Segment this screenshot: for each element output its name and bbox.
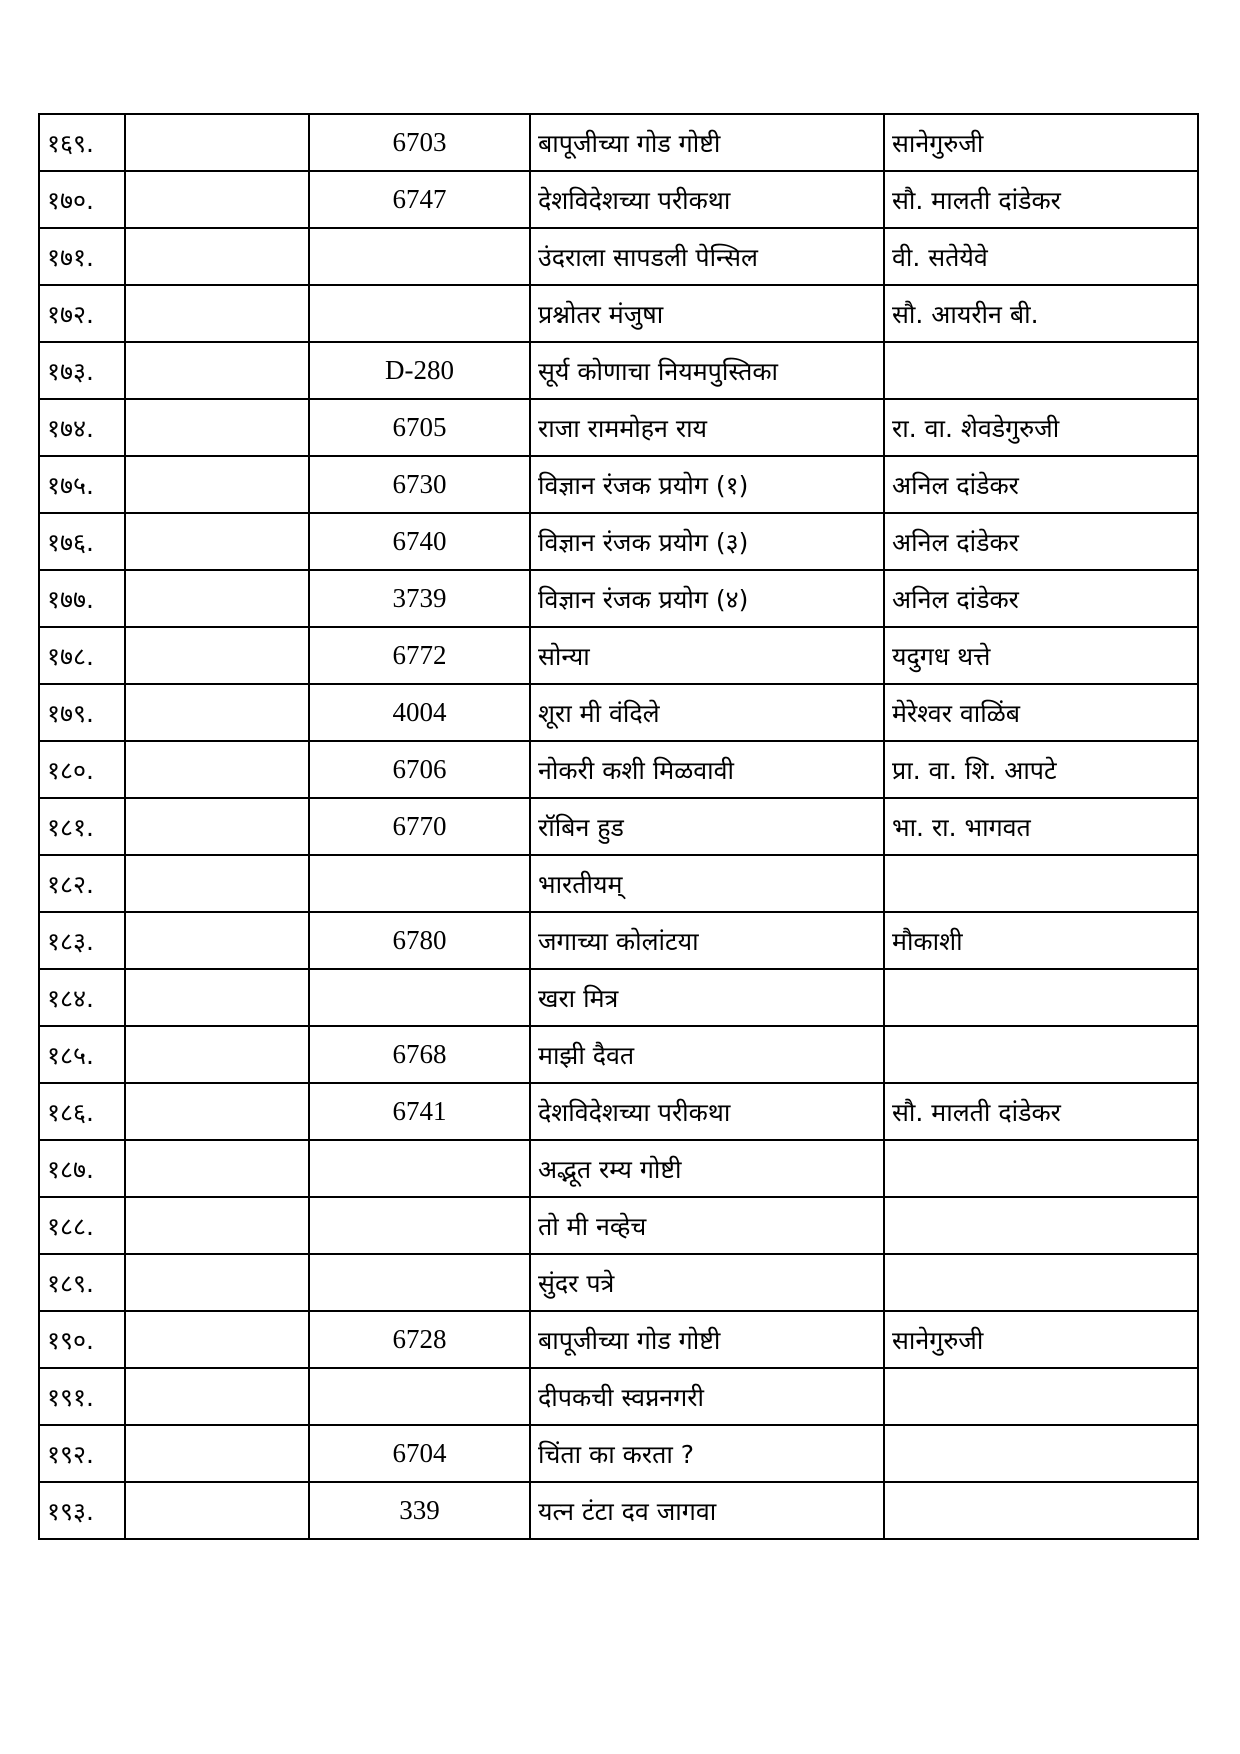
author-cell bbox=[884, 1254, 1198, 1311]
book-title-cell: प्रश्नोतर मंजुषा bbox=[530, 285, 884, 342]
book-title-cell: तो मी नव्हेच bbox=[530, 1197, 884, 1254]
author-cell: रा. वा. शेवडेगुरुजी bbox=[884, 399, 1198, 456]
serial-number-cell: १८९. bbox=[39, 1254, 125, 1311]
accession-number-cell bbox=[309, 1254, 530, 1311]
book-title-cell: विज्ञान रंजक प्रयोग (१) bbox=[530, 456, 884, 513]
book-title-cell: बापूजीच्या गोड गोष्टी bbox=[530, 1311, 884, 1368]
book-title-cell: राजा राममोहन राय bbox=[530, 399, 884, 456]
accession-number-cell: 6741 bbox=[309, 1083, 530, 1140]
blank-cell bbox=[125, 114, 309, 171]
table-row bbox=[39, 798, 1198, 855]
serial-number-cell: १९०. bbox=[39, 1311, 125, 1368]
author-cell: भा. रा. भागवत bbox=[884, 798, 1198, 855]
book-title-cell: खरा मित्र bbox=[530, 969, 884, 1026]
serial-number-cell: १८८. bbox=[39, 1197, 125, 1254]
accession-number-cell bbox=[309, 1197, 530, 1254]
book-title-cell: यत्न टंटा दव जागवा bbox=[530, 1482, 884, 1539]
table-row bbox=[39, 1140, 1198, 1197]
table-row bbox=[39, 342, 1198, 399]
table-row bbox=[39, 684, 1198, 741]
serial-number-cell: १८३. bbox=[39, 912, 125, 969]
book-list-table bbox=[38, 113, 1199, 1540]
author-cell bbox=[884, 1197, 1198, 1254]
book-title-cell: विज्ञान रंजक प्रयोग (४) bbox=[530, 570, 884, 627]
serial-number-cell: १८४. bbox=[39, 969, 125, 1026]
table-row bbox=[39, 1368, 1198, 1425]
table-row bbox=[39, 1197, 1198, 1254]
blank-cell bbox=[125, 912, 309, 969]
author-cell: मौकाशी bbox=[884, 912, 1198, 969]
accession-number-cell: 339 bbox=[309, 1482, 530, 1539]
table-row bbox=[39, 399, 1198, 456]
serial-number-cell: १८५. bbox=[39, 1026, 125, 1083]
book-title-cell: सुंदर पत्रे bbox=[530, 1254, 884, 1311]
author-cell bbox=[884, 855, 1198, 912]
table-row bbox=[39, 1482, 1198, 1539]
blank-cell bbox=[125, 741, 309, 798]
table-body bbox=[39, 114, 1198, 1539]
serial-number-cell: १७३. bbox=[39, 342, 125, 399]
table-row bbox=[39, 855, 1198, 912]
author-cell: सौ. मालती दांडेकर bbox=[884, 1083, 1198, 1140]
author-cell: अनिल दांडेकर bbox=[884, 570, 1198, 627]
table-row bbox=[39, 171, 1198, 228]
serial-number-cell: १७८. bbox=[39, 627, 125, 684]
author-cell: प्रा. वा. शि. आपटे bbox=[884, 741, 1198, 798]
accession-number-cell: 6772 bbox=[309, 627, 530, 684]
table-row bbox=[39, 1026, 1198, 1083]
book-title-cell: शूरा मी वंदिले bbox=[530, 684, 884, 741]
accession-number-cell bbox=[309, 285, 530, 342]
author-cell bbox=[884, 969, 1198, 1026]
blank-cell bbox=[125, 570, 309, 627]
book-title-cell: माझी दैवत bbox=[530, 1026, 884, 1083]
table-row bbox=[39, 456, 1198, 513]
accession-number-cell bbox=[309, 855, 530, 912]
blank-cell bbox=[125, 1368, 309, 1425]
book-title-cell: बापूजीच्या गोड गोष्टी bbox=[530, 114, 884, 171]
author-cell: सानेगुरुजी bbox=[884, 114, 1198, 171]
blank-cell bbox=[125, 1083, 309, 1140]
author-cell bbox=[884, 1026, 1198, 1083]
blank-cell bbox=[125, 456, 309, 513]
table-row bbox=[39, 912, 1198, 969]
table-row bbox=[39, 570, 1198, 627]
blank-cell bbox=[125, 285, 309, 342]
table-row bbox=[39, 114, 1198, 171]
serial-number-cell: १६९. bbox=[39, 114, 125, 171]
blank-cell bbox=[125, 1140, 309, 1197]
book-title-cell: रॉबिन हुड bbox=[530, 798, 884, 855]
serial-number-cell: १७४. bbox=[39, 399, 125, 456]
book-title-cell: अद्भूत रम्य गोष्टी bbox=[530, 1140, 884, 1197]
blank-cell bbox=[125, 399, 309, 456]
author-cell bbox=[884, 1140, 1198, 1197]
serial-number-cell: १७७. bbox=[39, 570, 125, 627]
accession-number-cell: 6780 bbox=[309, 912, 530, 969]
table-row bbox=[39, 513, 1198, 570]
table-row bbox=[39, 285, 1198, 342]
author-cell: मेरेश्वर वाळिंब bbox=[884, 684, 1198, 741]
serial-number-cell: १८७. bbox=[39, 1140, 125, 1197]
accession-number-cell: 6728 bbox=[309, 1311, 530, 1368]
accession-number-cell: D-280 bbox=[309, 342, 530, 399]
table-row bbox=[39, 741, 1198, 798]
book-title-cell: सूर्य कोणाचा नियमपुस्तिका bbox=[530, 342, 884, 399]
blank-cell bbox=[125, 627, 309, 684]
accession-number-cell bbox=[309, 1140, 530, 1197]
book-title-cell: सोन्या bbox=[530, 627, 884, 684]
blank-cell bbox=[125, 513, 309, 570]
book-title-cell: भारतीयम् bbox=[530, 855, 884, 912]
serial-number-cell: १९२. bbox=[39, 1425, 125, 1482]
author-cell bbox=[884, 1425, 1198, 1482]
blank-cell bbox=[125, 171, 309, 228]
serial-number-cell: १७२. bbox=[39, 285, 125, 342]
serial-number-cell: १७५. bbox=[39, 456, 125, 513]
author-cell bbox=[884, 342, 1198, 399]
book-title-cell: उंदराला सापडली पेन्सिल bbox=[530, 228, 884, 285]
book-title-cell: विज्ञान रंजक प्रयोग (३) bbox=[530, 513, 884, 570]
accession-number-cell: 6703 bbox=[309, 114, 530, 171]
table-row bbox=[39, 627, 1198, 684]
author-cell: सौ. मालती दांडेकर bbox=[884, 171, 1198, 228]
author-cell: अनिल दांडेकर bbox=[884, 513, 1198, 570]
blank-cell bbox=[125, 969, 309, 1026]
serial-number-cell: १८१. bbox=[39, 798, 125, 855]
serial-number-cell: १८०. bbox=[39, 741, 125, 798]
author-cell: अनिल दांडेकर bbox=[884, 456, 1198, 513]
blank-cell bbox=[125, 684, 309, 741]
blank-cell bbox=[125, 1254, 309, 1311]
table-row bbox=[39, 1425, 1198, 1482]
accession-number-cell bbox=[309, 969, 530, 1026]
author-cell: यदुगध थत्ते bbox=[884, 627, 1198, 684]
accession-number-cell: 6706 bbox=[309, 741, 530, 798]
accession-number-cell: 6740 bbox=[309, 513, 530, 570]
author-cell bbox=[884, 1368, 1198, 1425]
blank-cell bbox=[125, 1197, 309, 1254]
book-title-cell: देशविदेशच्या परीकथा bbox=[530, 171, 884, 228]
accession-number-cell: 6768 bbox=[309, 1026, 530, 1083]
table-row bbox=[39, 1254, 1198, 1311]
accession-number-cell: 6730 bbox=[309, 456, 530, 513]
serial-number-cell: १९१. bbox=[39, 1368, 125, 1425]
accession-number-cell bbox=[309, 1368, 530, 1425]
blank-cell bbox=[125, 1482, 309, 1539]
blank-cell bbox=[125, 342, 309, 399]
accession-number-cell: 6747 bbox=[309, 171, 530, 228]
table-row bbox=[39, 228, 1198, 285]
accession-number-cell: 6770 bbox=[309, 798, 530, 855]
accession-number-cell: 6705 bbox=[309, 399, 530, 456]
blank-cell bbox=[125, 855, 309, 912]
blank-cell bbox=[125, 1311, 309, 1368]
book-title-cell: देशविदेशच्या परीकथा bbox=[530, 1083, 884, 1140]
book-title-cell: जगाच्या कोलांटया bbox=[530, 912, 884, 969]
serial-number-cell: १९३. bbox=[39, 1482, 125, 1539]
accession-number-cell bbox=[309, 228, 530, 285]
author-cell: सानेगुरुजी bbox=[884, 1311, 1198, 1368]
author-cell bbox=[884, 1482, 1198, 1539]
blank-cell bbox=[125, 228, 309, 285]
table-row bbox=[39, 1311, 1198, 1368]
accession-number-cell: 3739 bbox=[309, 570, 530, 627]
accession-number-cell: 4004 bbox=[309, 684, 530, 741]
book-title-cell: दीपकची स्वप्ननगरी bbox=[530, 1368, 884, 1425]
blank-cell bbox=[125, 1026, 309, 1083]
serial-number-cell: १७०. bbox=[39, 171, 125, 228]
serial-number-cell: १८२. bbox=[39, 855, 125, 912]
blank-cell bbox=[125, 1425, 309, 1482]
book-title-cell: नोकरी कशी मिळवावी bbox=[530, 741, 884, 798]
table-row bbox=[39, 969, 1198, 1026]
serial-number-cell: १७१. bbox=[39, 228, 125, 285]
book-title-cell: चिंता का करता ? bbox=[530, 1425, 884, 1482]
serial-number-cell: १७६. bbox=[39, 513, 125, 570]
author-cell: सौ. आयरीन बी. bbox=[884, 285, 1198, 342]
author-cell: वी. सतेयेवे bbox=[884, 228, 1198, 285]
accession-number-cell: 6704 bbox=[309, 1425, 530, 1482]
blank-cell bbox=[125, 798, 309, 855]
table-row bbox=[39, 1083, 1198, 1140]
serial-number-cell: १७९. bbox=[39, 684, 125, 741]
serial-number-cell: १८६. bbox=[39, 1083, 125, 1140]
